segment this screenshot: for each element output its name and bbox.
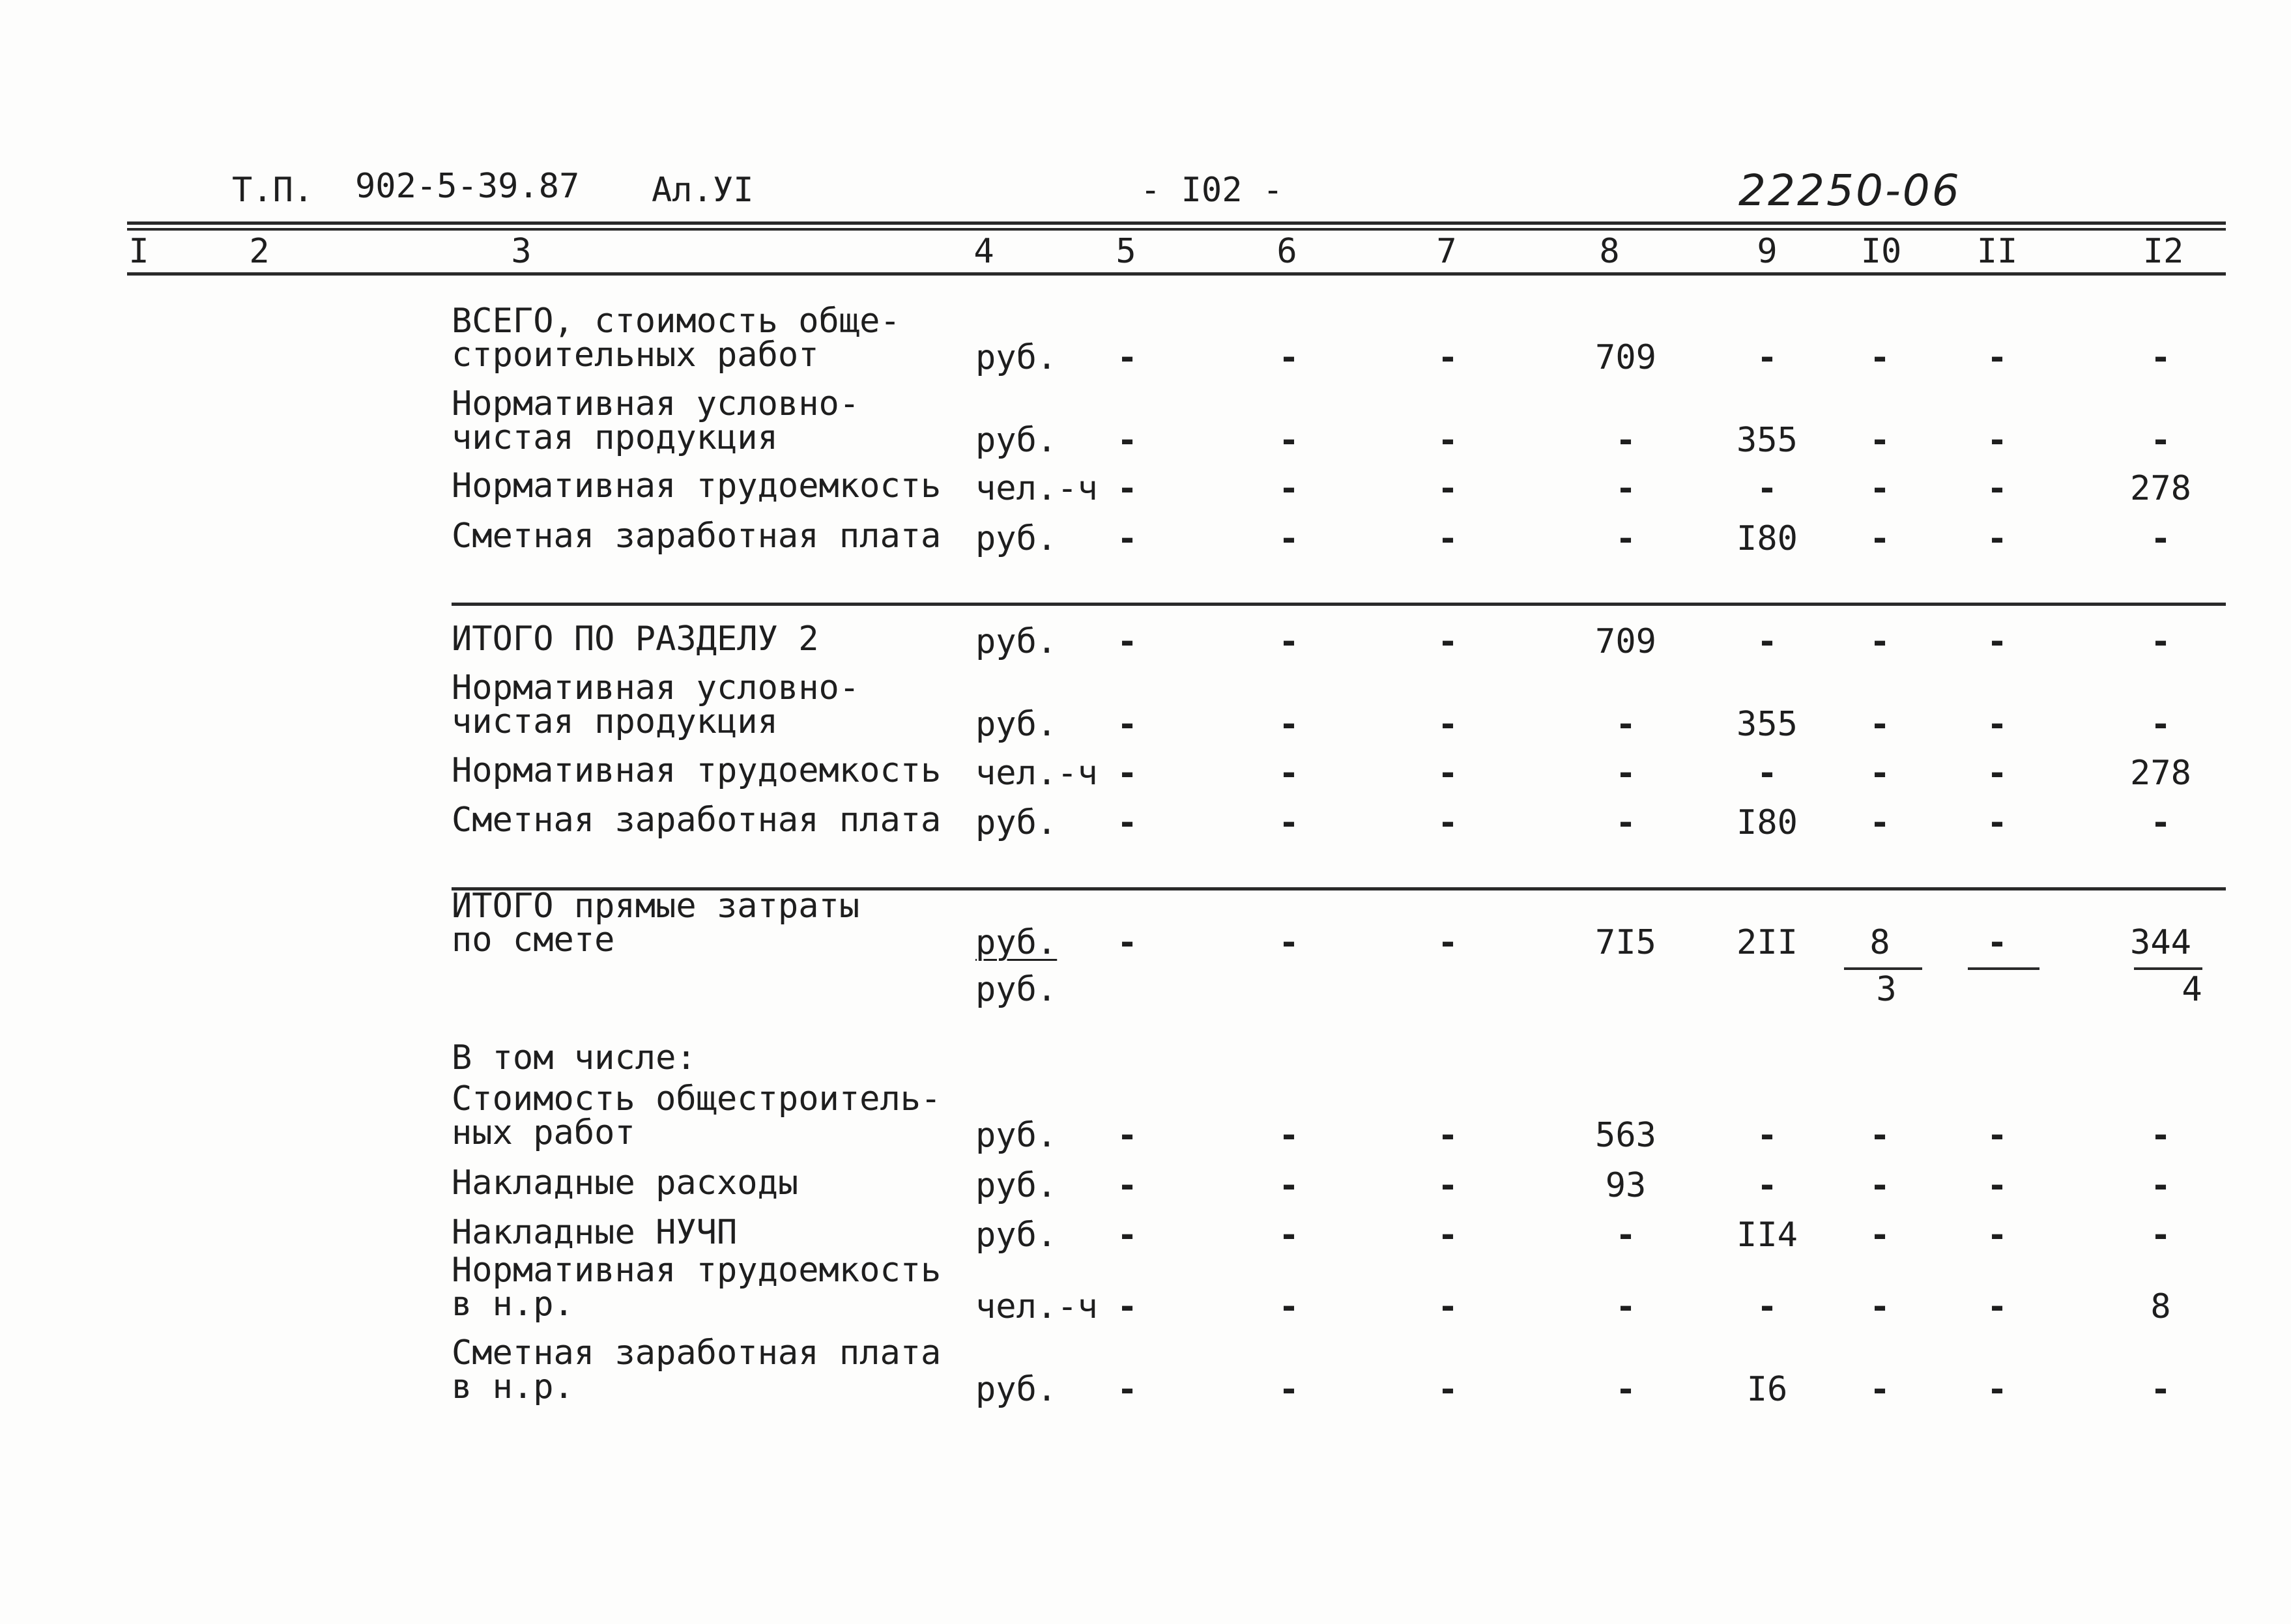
empty-dash: -	[1278, 519, 1299, 558]
empty-dash: -	[2150, 622, 2171, 661]
empty-dash: -	[1615, 1370, 1636, 1409]
unit-label: руб.	[975, 1166, 1058, 1205]
value-c9: I80	[1736, 519, 1798, 558]
row-label: Нормативная условно-	[452, 668, 860, 707]
empty-dash: -	[1757, 1116, 1778, 1155]
series-code: Т.П.	[232, 171, 314, 210]
empty-dash: -	[2150, 1216, 2171, 1255]
empty-dash: -	[1615, 705, 1636, 744]
value-c12: 8	[2150, 1287, 2171, 1326]
row-label: ИТОГО прямые затраты	[452, 887, 860, 926]
empty-dash: -	[1987, 469, 2008, 508]
empty-dash: -	[1437, 754, 1458, 793]
column-number: 3	[511, 232, 532, 271]
empty-dash: -	[1117, 622, 1138, 661]
empty-dash: -	[1437, 705, 1458, 744]
empty-dash: -	[1278, 754, 1299, 793]
row-label: Нормативная трудоемкость	[452, 1251, 942, 1290]
empty-dash: -	[1117, 754, 1138, 793]
empty-dash: -	[1987, 1116, 2008, 1155]
empty-dash: -	[1869, 705, 1890, 744]
row-label: Нормативная трудоемкость	[452, 751, 942, 790]
value-c8: 709	[1595, 622, 1656, 661]
value-c9: I80	[1736, 803, 1798, 842]
empty-dash: -	[1117, 1370, 1138, 1409]
empty-dash: -	[1615, 1216, 1636, 1255]
unit-label: руб.	[975, 1216, 1058, 1255]
empty-dash: -	[1615, 469, 1636, 508]
unit-label: руб.	[975, 1370, 1058, 1409]
empty-dash: -	[1757, 622, 1778, 661]
empty-dash: -	[1117, 338, 1138, 377]
empty-dash: -	[2150, 519, 2171, 558]
empty-dash: -	[1869, 338, 1890, 377]
row-label: ВСЕГО, стоимость обще-	[452, 302, 901, 341]
project-number: 902-5-39.87	[355, 167, 580, 206]
empty-dash: -	[1437, 469, 1458, 508]
fraction-line	[2134, 967, 2202, 970]
empty-dash: -	[1757, 1166, 1778, 1205]
row-label: В том числе:	[452, 1038, 697, 1077]
empty-dash: -	[1278, 1287, 1299, 1326]
value-c10-denominator: 3	[1876, 970, 1897, 1009]
empty-dash: -	[1987, 754, 2008, 793]
empty-dash: -	[1987, 923, 2008, 962]
empty-dash: -	[1278, 803, 1299, 842]
empty-dash: -	[1117, 1116, 1138, 1155]
empty-dash: -	[1757, 754, 1778, 793]
empty-dash: -	[1437, 1216, 1458, 1255]
header-rule-bottom	[127, 272, 2226, 276]
empty-dash: -	[1437, 421, 1458, 460]
unit-label: руб.	[975, 622, 1058, 661]
value-c9: 355	[1736, 705, 1798, 744]
empty-dash: -	[1869, 421, 1890, 460]
empty-dash: -	[1869, 803, 1890, 842]
unit-label: руб.	[975, 519, 1058, 558]
empty-dash: -	[1987, 803, 2008, 842]
value-c9: 2II	[1736, 923, 1798, 962]
empty-dash: -	[1987, 421, 2008, 460]
empty-dash: -	[1869, 1370, 1890, 1409]
page-number: - I02 -	[1140, 171, 1284, 210]
row-label: чистая продукция	[452, 702, 778, 741]
row-label: Сметная заработная плата	[452, 801, 942, 840]
column-number: 2	[249, 232, 270, 271]
empty-dash: -	[1987, 622, 2008, 661]
empty-dash: -	[1437, 1166, 1458, 1205]
empty-dash: -	[2150, 1166, 2171, 1205]
row-label: в н.р.	[452, 1285, 574, 1324]
empty-dash: -	[1987, 1287, 2008, 1326]
empty-dash: -	[1278, 705, 1299, 744]
unit-label: руб.	[975, 338, 1058, 377]
empty-dash: -	[1437, 803, 1458, 842]
column-number: 7	[1436, 232, 1457, 271]
empty-dash: -	[1987, 1216, 2008, 1255]
empty-dash: -	[1437, 1116, 1458, 1155]
value-c9: I6	[1746, 1370, 1788, 1409]
empty-dash: -	[1869, 1116, 1890, 1155]
value-c9: 355	[1736, 421, 1798, 460]
empty-dash: -	[2150, 803, 2171, 842]
unit-label: руб.	[975, 705, 1058, 744]
fraction-line	[1968, 967, 2039, 970]
empty-dash: -	[1278, 622, 1299, 661]
empty-dash: -	[1278, 421, 1299, 460]
empty-dash: -	[1615, 754, 1636, 793]
empty-dash: -	[1117, 1166, 1138, 1205]
empty-dash: -	[1987, 338, 2008, 377]
row-label: ных работ	[452, 1113, 635, 1152]
value-c9: II4	[1736, 1216, 1798, 1255]
empty-dash: -	[1278, 1166, 1299, 1205]
row-label: ИТОГО ПО РАЗДЕЛУ 2	[452, 620, 819, 659]
empty-dash: -	[1437, 1287, 1458, 1326]
row-label: в н.р.	[452, 1367, 574, 1406]
empty-dash: -	[1117, 803, 1138, 842]
row-label: Нормативная трудоемкость	[452, 466, 942, 506]
value-c10: 8	[1869, 923, 1890, 962]
unit-label-denominator: руб.	[975, 970, 1058, 1009]
column-number: 6	[1276, 232, 1297, 271]
column-number: 4	[973, 232, 994, 271]
empty-dash: -	[1869, 622, 1890, 661]
empty-dash: -	[1437, 1370, 1458, 1409]
empty-dash: -	[1869, 519, 1890, 558]
empty-dash: -	[1117, 1287, 1138, 1326]
row-label: Накладные расходы	[452, 1163, 799, 1203]
empty-dash: -	[1615, 421, 1636, 460]
empty-dash: -	[1437, 519, 1458, 558]
column-number: I	[128, 232, 149, 271]
empty-dash: -	[1987, 519, 2008, 558]
value-c8: 93	[1605, 1166, 1647, 1205]
empty-dash: -	[1117, 923, 1138, 962]
column-number: 9	[1757, 232, 1778, 271]
column-number: II	[1976, 232, 2018, 271]
empty-dash: -	[1437, 923, 1458, 962]
column-number: 5	[1116, 232, 1136, 271]
empty-dash: -	[1278, 469, 1299, 508]
header-rule-top-2	[127, 228, 2226, 231]
empty-dash: -	[1117, 469, 1138, 508]
empty-dash: -	[1987, 705, 2008, 744]
section-rule-2	[452, 603, 2226, 606]
column-number: 8	[1599, 232, 1620, 271]
value-c8: 709	[1595, 338, 1656, 377]
empty-dash: -	[1278, 923, 1299, 962]
empty-dash: -	[1987, 1370, 2008, 1409]
empty-dash: -	[1278, 1370, 1299, 1409]
value-c8: 7I5	[1595, 923, 1656, 962]
row-label: Сметная заработная плата	[452, 1333, 942, 1373]
empty-dash: -	[1278, 338, 1299, 377]
unit-label: руб.	[975, 1116, 1058, 1155]
value-c12-denominator: 4	[2182, 970, 2202, 1009]
value-c12: 278	[2130, 754, 2191, 793]
unit-label: чел.-ч	[975, 1287, 1098, 1326]
empty-dash: -	[2150, 1116, 2171, 1155]
value-c8: 563	[1595, 1116, 1656, 1155]
empty-dash: -	[1615, 519, 1636, 558]
empty-dash: -	[1117, 519, 1138, 558]
row-label: Нормативная условно-	[452, 384, 860, 423]
row-label: строительных работ	[452, 335, 819, 375]
empty-dash: -	[1987, 1166, 2008, 1205]
document-stamp: 22250-06	[1738, 165, 1961, 216]
row-label: Сметная заработная плата	[452, 517, 942, 556]
row-label: Стоимость общестроитель-	[452, 1079, 942, 1118]
unit-label: руб.	[975, 923, 1058, 962]
empty-dash: -	[1757, 1287, 1778, 1326]
empty-dash: -	[1117, 421, 1138, 460]
column-number: I0	[1860, 232, 1902, 271]
row-label: Накладные НУЧП	[452, 1213, 738, 1252]
unit-label: чел.-ч	[975, 469, 1098, 508]
empty-dash: -	[1615, 803, 1636, 842]
row-label: по смете	[452, 920, 615, 960]
empty-dash: -	[1869, 1216, 1890, 1255]
empty-dash: -	[1437, 338, 1458, 377]
empty-dash: -	[2150, 1370, 2171, 1409]
empty-dash: -	[1278, 1216, 1299, 1255]
empty-dash: -	[2150, 421, 2171, 460]
empty-dash: -	[1437, 622, 1458, 661]
unit-label: чел.-ч	[975, 754, 1098, 793]
empty-dash: -	[1869, 1166, 1890, 1205]
empty-dash: -	[2150, 338, 2171, 377]
empty-dash: -	[2150, 705, 2171, 744]
unit-label: руб.	[975, 421, 1058, 460]
empty-dash: -	[1117, 1216, 1138, 1255]
unit-label: руб.	[975, 803, 1058, 842]
empty-dash: -	[1757, 469, 1778, 508]
empty-dash: -	[1615, 1287, 1636, 1326]
value-c12: 278	[2130, 469, 2191, 508]
album-number: Ал.УI	[652, 171, 754, 210]
value-c12: 344	[2130, 923, 2191, 962]
empty-dash: -	[1869, 1287, 1890, 1326]
empty-dash: -	[1117, 705, 1138, 744]
row-label: чистая продукция	[452, 418, 778, 457]
fraction-line	[1844, 967, 1922, 970]
empty-dash: -	[1278, 1116, 1299, 1155]
empty-dash: -	[1869, 469, 1890, 508]
header-rule-top	[127, 221, 2226, 225]
column-number: I2	[2142, 232, 2184, 271]
empty-dash: -	[1757, 338, 1778, 377]
empty-dash: -	[1869, 754, 1890, 793]
